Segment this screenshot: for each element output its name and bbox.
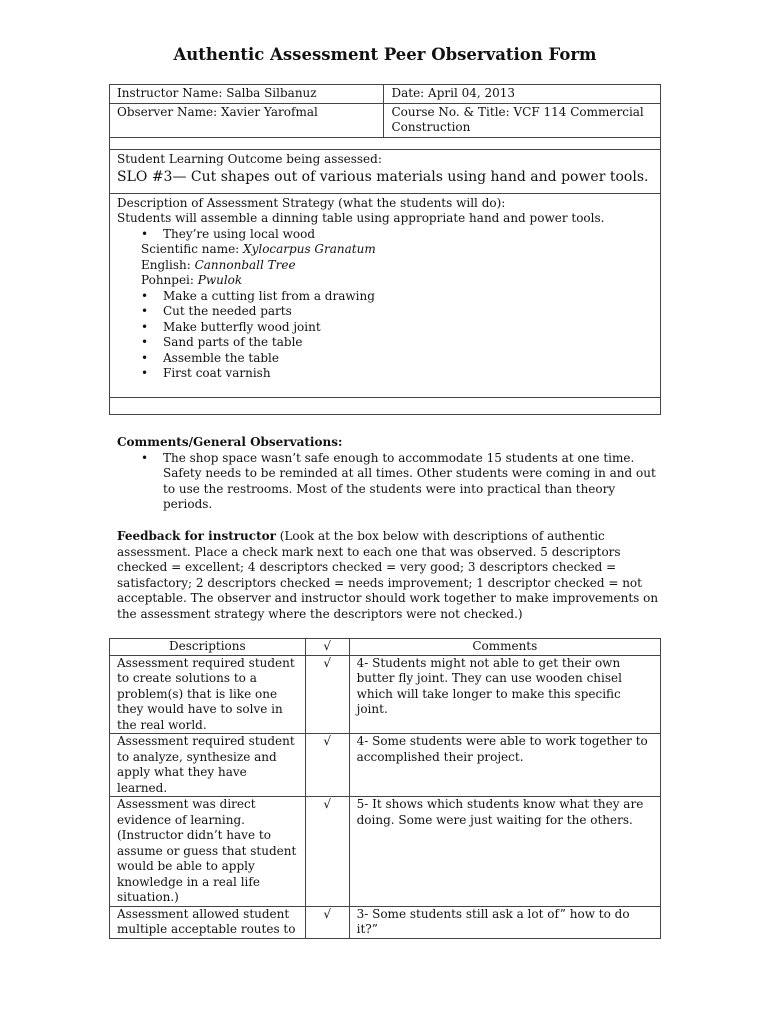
check-header: √: [305, 639, 349, 656]
english-name: English: Cannonball Tree: [141, 257, 296, 272]
strategy-intro: Students will assemble a dinning table using appropriate hand and power tools.: [117, 211, 605, 225]
table-header-row: [110, 639, 661, 656]
comments-section: [117, 435, 677, 513]
observation-date: Date: April 04, 2013: [384, 85, 661, 104]
info-table: [109, 84, 661, 415]
row-description: Assessment was direct evidence of learning. (Instructor didn’t have to assume or guess that student would be able to apply knowledge in a real life situation.): [110, 797, 306, 907]
slo-cell: [110, 149, 661, 193]
row-comment: 4- Some students were able to work together to accomplished their project.: [349, 734, 660, 797]
feedback-text: (Look at the box below with descriptions of authentic assessment. Place a check mark next to each one that was observed. 5 descriptors checked = excellent; 4 descriptors checked = very good; 3 descriptors checked = satisfactory; 2 descriptors checked = needs improvement; 1 descriptor checked = not acceptable. The observer and instructor should work together to make improvements on the assessment strategy where the descriptors were not checked.): [117, 529, 659, 621]
step-item: • Assemble the table: [163, 351, 653, 367]
table-row: [110, 655, 661, 734]
comments-header: Comments: [349, 639, 660, 656]
step-item: • Make butterfly wood joint: [163, 320, 653, 336]
descriptors-table: [109, 638, 661, 939]
table-row: [110, 797, 661, 907]
step-item: • Sand parts of the table: [163, 335, 653, 351]
slo-label: Student Learning Outcome being assessed:: [117, 151, 382, 166]
row-description: Assessment required student to analyze, synthesize and apply what they have learned.: [110, 734, 306, 797]
scientific-name: Scientific name: Xylocarpus Granatum: [141, 242, 376, 256]
comments-heading: Comments/General Observations:: [117, 435, 343, 449]
check-mark: √: [305, 797, 349, 907]
row-comment: 5- It shows which students know what they are doing. Some were just waiting for the others.: [349, 797, 660, 907]
check-mark: √: [305, 906, 349, 938]
comments-list: [117, 451, 677, 513]
table-row: [110, 734, 661, 797]
strategy-cell: [110, 193, 661, 397]
steps-list: [117, 289, 653, 382]
check-mark: √: [305, 655, 349, 734]
step-item: • Make a cutting list from a drawing: [163, 289, 653, 305]
step-item: • First coat varnish: [163, 366, 653, 382]
check-mark: √: [305, 734, 349, 797]
descriptions-header: Descriptions: [110, 639, 306, 656]
course-title: Course No. & Title: VCF 114 Commercial Construction: [384, 103, 661, 137]
feedback-section: [117, 529, 662, 622]
observer-name: Observer Name: Xavier Yarofmal: [110, 103, 384, 137]
feedback-heading: Feedback for instructor: [117, 529, 276, 543]
row-description: Assessment allowed student multiple acceptable routes to: [110, 906, 306, 938]
instructor-name: Instructor Name: Salba Silbanuz: [110, 85, 384, 104]
table-row: [110, 906, 661, 938]
row-comment: 3- Some students still ask a lot of” how to do it?”: [349, 906, 660, 938]
step-item: • Cut the needed parts: [163, 304, 653, 320]
form-title: Authentic Assessment Peer Observation Form: [173, 45, 597, 64]
wood-list: [117, 227, 653, 243]
pohnpei-name: Pohnpei: Pwulok: [141, 273, 243, 287]
row-description: Assessment required student to create solutions to a problem(s) that is like one they would have to solve in the real world.: [110, 655, 306, 734]
strategy-label: Description of Assessment Strategy (what the students will do):: [117, 195, 506, 210]
comment-bullet: • The shop space wasn’t safe enough to accommodate 15 students at one time. Safety needs to be reminded at all times. Other students were coming in and out to use the restrooms. Most of the students were into practical than theory periods.: [163, 451, 659, 513]
wood-bullet: • They’re using local wood: [163, 227, 653, 243]
row-comment: 4- Students might not able to get their own butter fly joint. They can use wooden chisel which will take longer to make this specific joint.: [349, 655, 660, 734]
slo-text: SLO #3— Cut shapes out of various materials using hand and power tools.: [117, 169, 649, 185]
